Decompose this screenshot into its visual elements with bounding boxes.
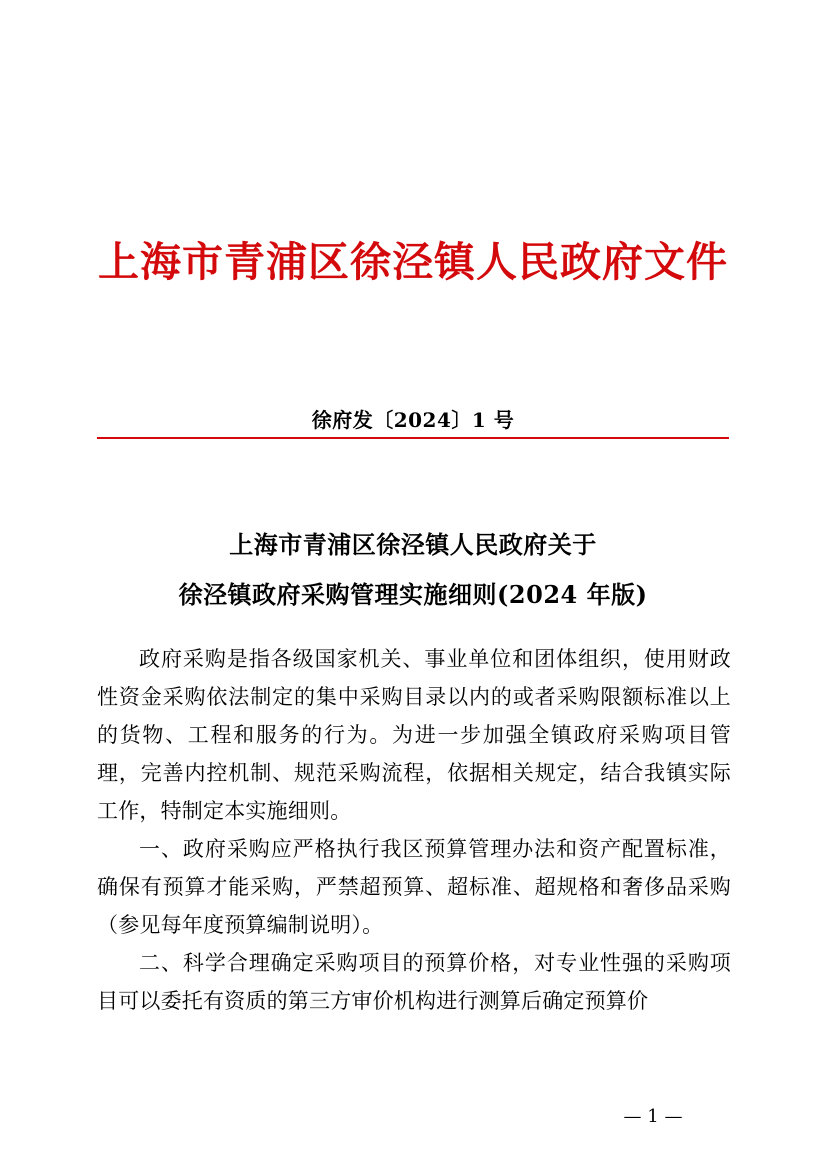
body-paragraph: 二、科学合理确定采购项目的预算价格，对专业性强的采购项目可以委托有资质的第三方审价机构进行测算后确定预算价 (97, 951, 731, 1013)
red-divider-rule (97, 437, 729, 439)
page-number-label: — 1 — (623, 1106, 683, 1127)
document-body (97, 640, 731, 1020)
document-header (0, 238, 826, 287)
body-paragraph: 政府采购是指各级国家机关、事业单位和团体组织，使用财政性资金采购依法制定的集中采购目录以内的或者采购限额标准以上的货物、工程和服务的行为。为进一步加强全镇政府采购项目管理，完善内控机制、规范采购流程，依据相关规定，结合我镇实际工作，特制定本实施细则。 (97, 647, 731, 823)
body-paragraph: 一、政府采购应严格执行我区预算管理办法和资产配置标准，确保有预算才能采购，严禁超预算、超标准、超规格和奢侈品采购（参见每年度预算编制说明）。 (97, 837, 731, 937)
subject-line-2: 徐泾镇政府采购管理实施细则(2024 年版) (178, 580, 648, 609)
subject-line-1: 上海市青浦区徐泾镇人民政府关于 (229, 530, 597, 559)
document-number: 徐府发〔2024〕1 号 (311, 408, 515, 432)
document-subject (97, 520, 729, 620)
page-footer (0, 1106, 826, 1127)
page-title: 上海市青浦区徐泾镇人民政府文件 (98, 238, 728, 286)
